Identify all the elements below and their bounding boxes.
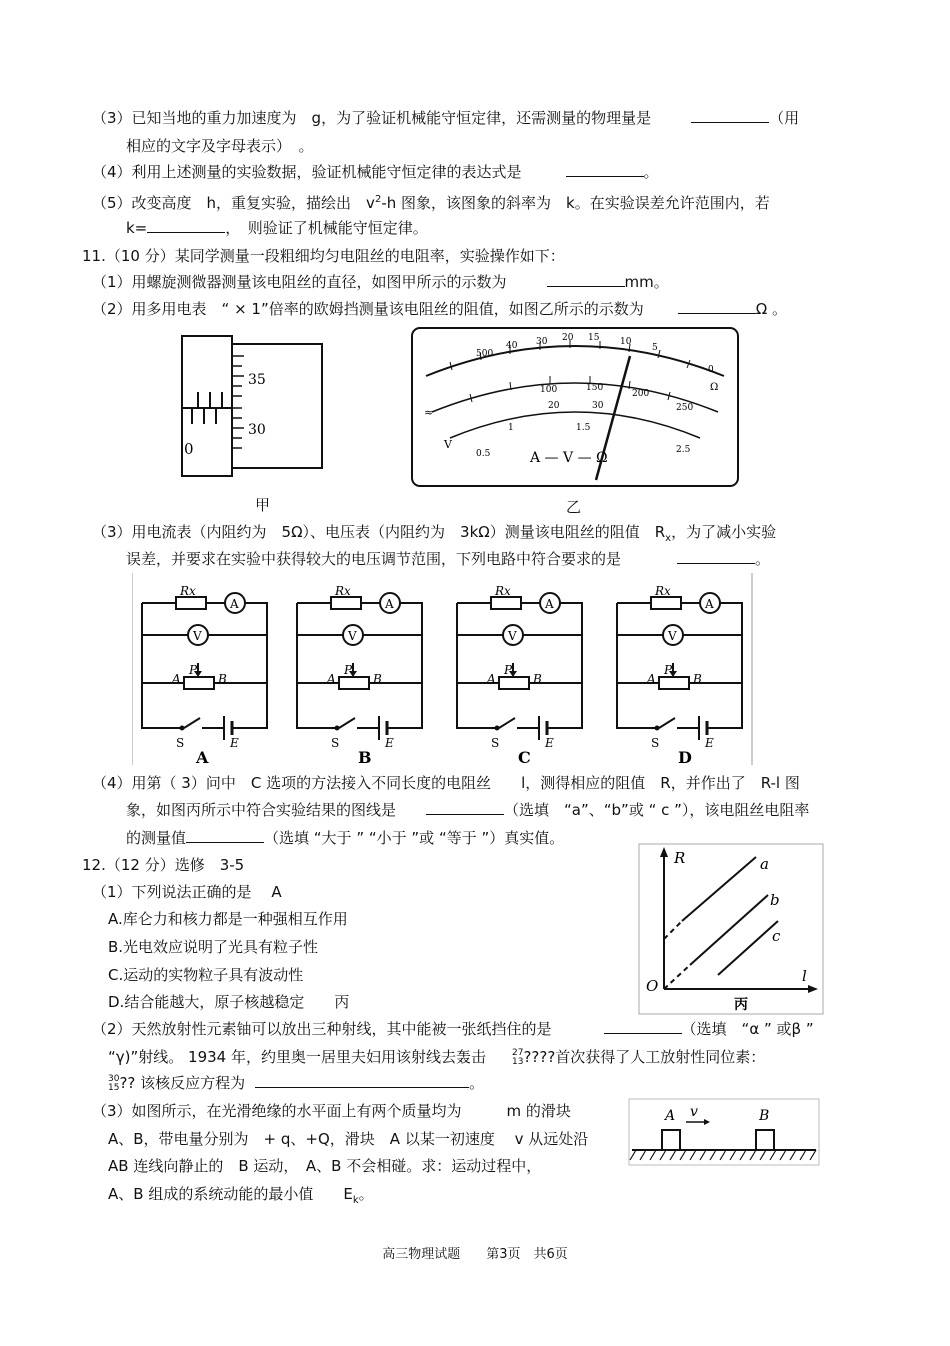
svg-text:Rx: Rx — [180, 584, 196, 598]
option-a: A.库仑力和核力都是一种强相互作用 — [108, 910, 348, 928]
svg-text:10: 10 — [620, 337, 632, 347]
svg-text:30: 30 — [536, 337, 548, 347]
svg-text:≈: ≈ — [424, 406, 434, 419]
axis-label-l: l — [802, 967, 807, 985]
block-label-b: B — [759, 1108, 770, 1124]
caption-yi: 乙 — [566, 498, 582, 516]
svg-text:A: A — [230, 597, 239, 611]
scale-35: 35 — [248, 372, 266, 388]
svg-text:0.5: 0.5 — [476, 449, 491, 459]
q12-2-line3: 30 15?? 该核反应方程为 。 — [108, 1073, 485, 1093]
q10-4-line: （4）利用上述测量的实验数据，验证机械能守恒定律的表达式是 。 — [92, 163, 659, 181]
answer-blank[interactable] — [186, 828, 264, 843]
block-label-a: A — [665, 1108, 676, 1124]
svg-text:500: 500 — [476, 349, 494, 359]
svg-text:B: B — [218, 672, 227, 686]
circuit-label-b: B — [358, 748, 372, 767]
svg-text:V: V — [444, 438, 452, 451]
svg-text:A: A — [172, 672, 181, 686]
line-label-b: b — [770, 891, 780, 909]
svg-text:20: 20 — [562, 333, 574, 343]
svg-text:20: 20 — [548, 401, 560, 411]
meter-label: A — V — Ω — [530, 450, 608, 466]
svg-text:0: 0 — [708, 365, 714, 375]
q10-3-line1: （3）已知当地的重力加速度为 g，为了验证机械能守恒定律，还需测量的物理量是 （用 — [92, 109, 800, 127]
answer-blank[interactable] — [566, 162, 644, 177]
answer-blank[interactable] — [678, 299, 756, 314]
q12-1-line: （1）下列说法正确的是 A — [92, 883, 282, 901]
q11-3-line2: 误差，并要求在实验中获得较大的电压调节范围，下列电路中符合要求的是 。 — [126, 550, 771, 568]
answer-blank[interactable] — [255, 1073, 469, 1088]
svg-text:Ω: Ω — [710, 382, 719, 393]
answer-blank[interactable] — [147, 218, 225, 233]
caption-jia: 甲 — [255, 496, 271, 514]
q10-5-line1: （5）改变高度 h，重复实验，描绘出 $v^2-h$ 图象，该图象的斜率为 k。在实验误差允许范围内，若 — [92, 194, 770, 212]
q10-5-line2: k= ， 则验证了机械能守恒定律。 — [126, 219, 428, 237]
q10-3-line2: 相应的文字及字母表示） 。 — [126, 137, 314, 155]
r-l-graph-figure — [638, 843, 824, 1015]
q11-1-line: （1）用螺旋测微器测量该电阻丝的直径，如图甲所示的示数为 mm。 — [92, 273, 669, 291]
svg-text:1: 1 — [508, 423, 514, 433]
svg-text:5: 5 — [652, 343, 658, 353]
micrometer-figure — [180, 330, 330, 490]
answer-blank[interactable] — [426, 800, 504, 815]
line-label-a: a — [760, 855, 769, 873]
svg-text:2.5: 2.5 — [676, 445, 691, 455]
scale-30: 30 — [248, 422, 266, 438]
circuits-figure — [132, 573, 757, 768]
q12-title: 12.（12 分）选修 3-5 — [82, 856, 245, 874]
q11-3-line1: （3）用电流表（内阻约为 5Ω）、电压表（内阻约为 3kΩ）测量该电阻丝的阻值 $R_x$，为了减小实验 — [92, 523, 777, 544]
page-footer: 高三物理试题 第3页 共6页 — [382, 1247, 568, 1262]
q11-4-line2: 象，如图丙所示中符合实验结果的图线是 （选填 “a”、“b”或 “ c ”），该电阻丝电阻率 — [126, 801, 810, 819]
q12-3-line4: A、B 组成的系统动能的最小值 $E_k$。 — [108, 1185, 374, 1206]
answer-blank[interactable] — [547, 272, 625, 287]
q12-3-line3: AB 连线向静止的 B 运动， A、B 不会相碰。求：运动过程中， — [108, 1157, 542, 1175]
svg-text:1.5: 1.5 — [576, 423, 591, 433]
svg-text:100: 100 — [540, 385, 558, 395]
svg-text:V: V — [193, 629, 202, 643]
origin-label: O — [646, 977, 659, 995]
q11-title: 11.（10 分）某同学测量一段粗细均匀电阻丝的电阻率，实验操作如下： — [82, 247, 565, 265]
svg-text:E: E — [230, 736, 239, 750]
option-b: B.光电效应说明了光具有粒子性 — [108, 938, 319, 956]
svg-text:15: 15 — [588, 333, 600, 343]
option-d: D.结合能越大，原子核越稳定 丙 — [108, 993, 350, 1011]
answer-blank[interactable] — [677, 549, 755, 564]
axis-label-r: R — [674, 849, 686, 867]
caption-bing: 丙 — [734, 997, 748, 1013]
svg-text:P: P — [189, 663, 198, 677]
answer-blank[interactable] — [691, 108, 769, 123]
circuit-diagram — [142, 584, 267, 750]
q11-4-line3: 的测量值 （选填 “大于 ” “小于 ”或 “等于 ”）真实值。 — [126, 829, 565, 847]
answer-blank[interactable] — [604, 1019, 682, 1034]
q12-3-line2: A、B，带电量分别为 + q、+Q，滑块 A 以某一初速度 v 从远处沿 — [108, 1130, 589, 1148]
svg-text:150: 150 — [586, 383, 604, 393]
q11-2-line: （2）用多用电表 “ × 1”倍率的欧姆挡测量该电阻丝的阻值，如图乙所示的示数为 Ω 。 — [92, 300, 787, 318]
scale-0: 0 — [184, 440, 194, 458]
q12-2-line2: “γ)”射线。 1934 年，约里奥一居里夫妇用该射线去轰击 27 13????首次获得了人工放射性同位素： — [108, 1047, 766, 1067]
svg-text:S: S — [176, 736, 185, 750]
line-label-c: c — [772, 927, 781, 945]
sliding-blocks-figure — [628, 1098, 820, 1166]
q12-3-line1: （3）如图所示，在光滑绝缘的水平面上有两个质量均为 m 的滑块 — [92, 1102, 571, 1120]
svg-text:40: 40 — [506, 341, 518, 351]
svg-text:250: 250 — [676, 403, 694, 413]
option-c: C.运动的实物粒子具有波动性 — [108, 966, 304, 984]
velocity-label: v — [690, 1104, 698, 1120]
svg-text:30: 30 — [592, 401, 604, 411]
svg-text:200: 200 — [632, 389, 650, 399]
circuit-label-d: D — [678, 748, 692, 767]
q12-2-line1: （2）天然放射性元素铀可以放出三种射线，其中能被一张纸挡住的是 （选填 “α ” 或β ” — [92, 1020, 814, 1038]
q11-4-line1: （4）用第（ 3）问中 C 选项的方法接入不同长度的电阻丝 l，测得相应的阻值 R，并作出了 R-l 图 — [92, 774, 800, 792]
multimeter-figure — [410, 326, 740, 491]
circuit-label-a: A — [196, 748, 209, 767]
circuit-label-c: C — [518, 748, 531, 767]
